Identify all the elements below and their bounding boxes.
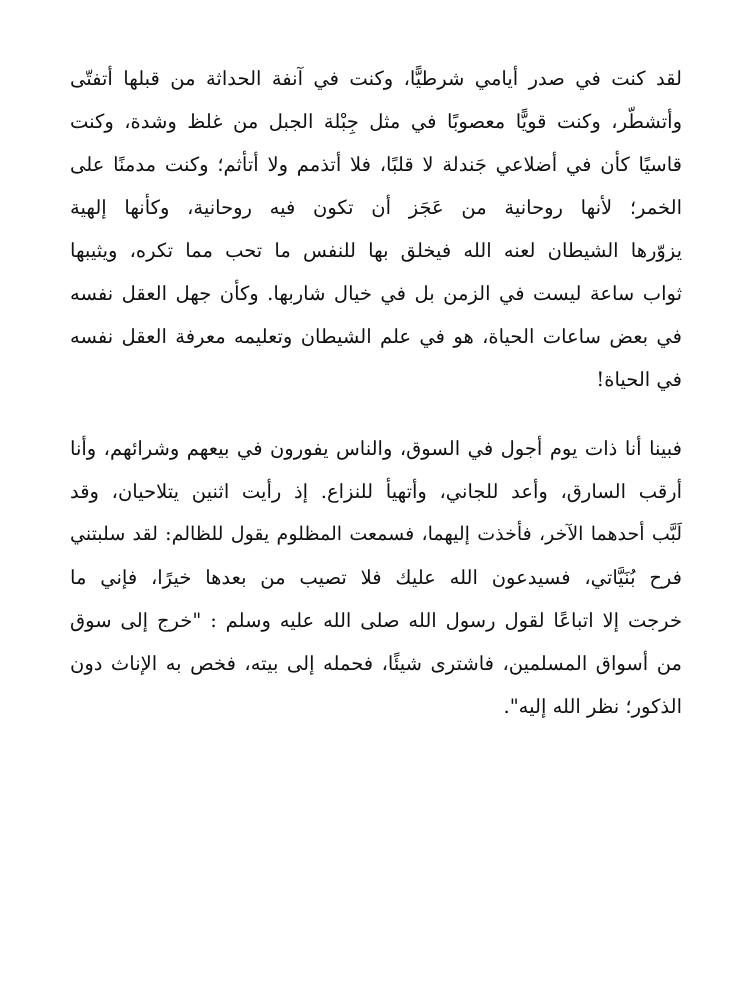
text-line: ثواب ساعة ليست في الزمن بل في خيال شاربها. وكأن جهل العقل نفسه: [70, 282, 682, 305]
text-line: الخمر؛ لأنها روحانية من عَجَز أن تكون فيه روحانية، وكأنها إلهية: [70, 196, 682, 219]
text-line: أرقب السارق، وأعد للجاني، وأتهيأ للنزاع. إذ رأيت اثنين يتلاحيان، وقد: [70, 480, 682, 503]
text-line: فرح بُنَيَّاتي، فسيدعون الله عليك فلا تصيب من بعدها خيرًا، فإني ما: [70, 566, 682, 589]
text-line: في الحياة!: [596, 368, 682, 391]
text-line: وأتشطّر، وكنت قويًّا معصوبًا في مثل جِبْلة الجبل من غلظ وشدة، وكنت: [70, 110, 682, 133]
text-line: من أسواق المسلمين، فاشترى شيئًا، فحمله إلى بيته، فخص به الإناث دون: [70, 652, 682, 675]
text-line: لقد كنت في صدر أيامي شرطيًّا، وكنت في آنفة الحداثة من قبلها أتفتّى: [70, 67, 682, 90]
paragraph-1: [70, 57, 682, 401]
text-line: فبينا أنا ذات يوم أجول في السوق، والناس يفورون في بيعهم وشرائهم، وأنا: [70, 437, 682, 460]
text-line: قاسيًا كأن في أضلاعي جَندلة لا قلبًا، فلا أتذمم ولا أتأثم؛ وكنت مدمنًا على: [70, 153, 682, 176]
text-line: يزوّرها الشيطان لعنه الله فيخلق بها للنفس ما تحب مما تكره، ويثيبها: [70, 239, 682, 262]
paragraph-2: [70, 427, 682, 728]
text-line: لَبَّب أحدهما الآخر، فأخذت إليهما، فسمعت المظلوم يقول للظالم: لقد سلبتني: [70, 523, 682, 545]
text-line: في بعض ساعات الحياة، هو في علم الشيطان وتعليمه معرفة العقل نفسه: [70, 325, 682, 348]
text-line: خرجت إلا اتباعًا لقول رسول الله صلى الله عليه وسلم : "خرج إلى سوق: [70, 609, 682, 632]
text-line: الذكور؛ نظر الله إليه".: [503, 695, 682, 718]
